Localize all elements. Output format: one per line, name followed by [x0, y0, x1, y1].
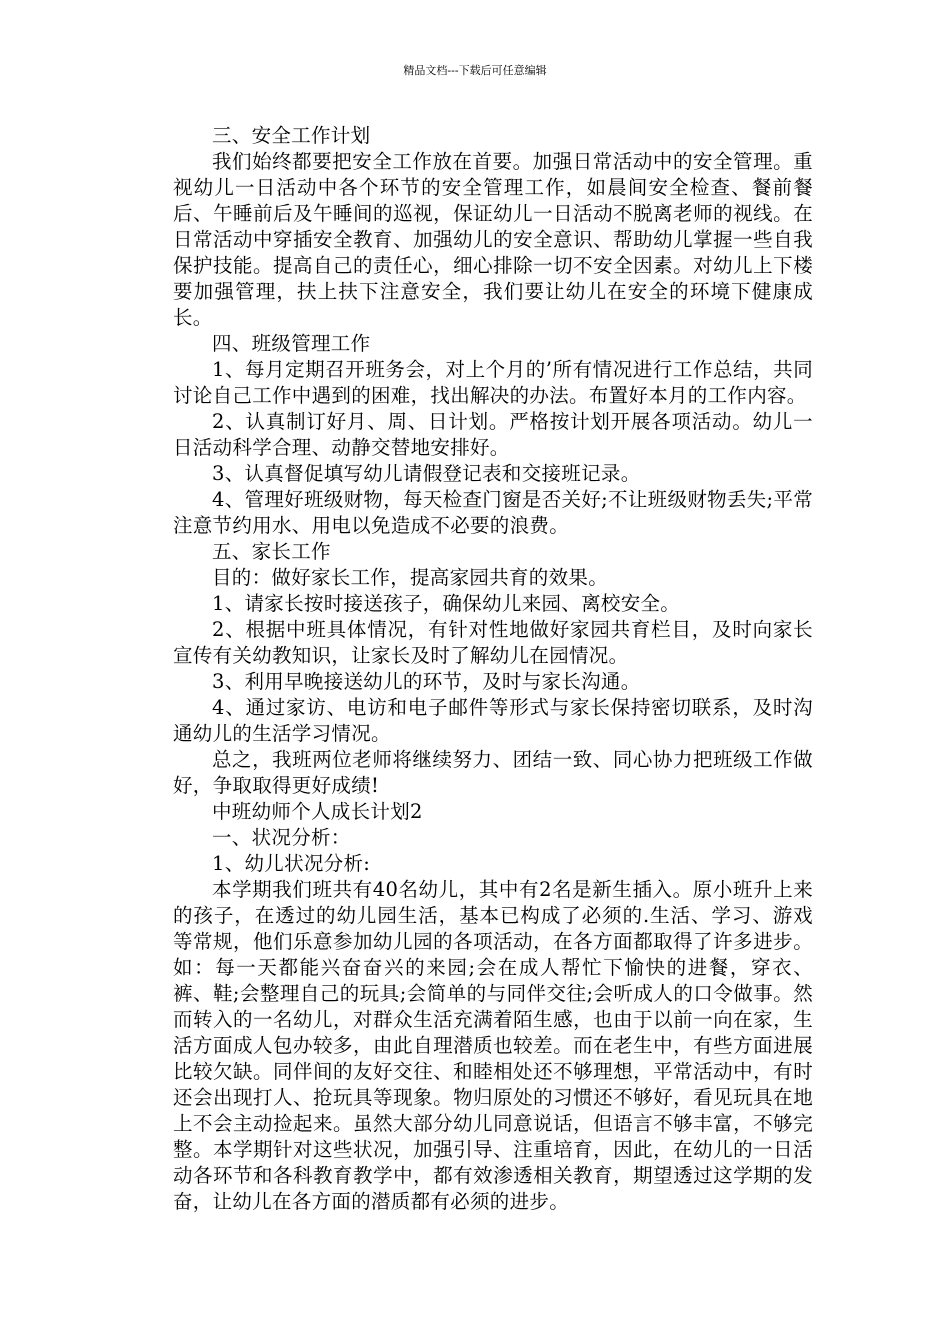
list-item-management-4: 4、管理好班级财物，每天检查门窗是否关好;不让班级财物丢失;平常注意节约用水、用电以免造成不必要的浪费。: [173, 488, 813, 537]
subsection-heading-children-analysis: 1、幼儿状况分析:: [212, 852, 371, 875]
paragraph-parents-goal: 目的：做好家长工作，提高家园共育的效果。: [212, 566, 609, 589]
list-item-management-1: 1、每月定期召开班务会，对上个月的’所有情况进行工作总结，共同讨论自己工作中遇到的困难，找出解决的办法。布置好本月的工作内容。: [173, 358, 813, 407]
section-heading-class-management: 四、班级管理工作: [212, 332, 371, 355]
section-heading-analysis: 一、状况分析：: [212, 826, 351, 849]
list-item-parents-1: 1、请家长按时接送孩子，确保幼儿来园、离校安全。: [212, 592, 681, 615]
section-heading-safety: 三、安全工作计划: [212, 124, 371, 147]
document-body: [173, 123, 813, 1215]
document-title-plan-2: 中班幼师个人成长计划2: [212, 800, 423, 823]
list-item-parents-3: 3、利用早晚接送幼儿的环节，及时与家长沟通。: [212, 670, 641, 693]
list-item-management-3: 3、认真督促填写幼儿请假登记表和交接班记录。: [212, 462, 641, 485]
list-item-parents-4: 4、通过家访、电访和电子邮件等形式与家长保持密切联系，及时沟通幼儿的生活学习情况。: [173, 696, 813, 745]
page-header: 精品文档---下载后可任意编辑: [403, 64, 547, 77]
paragraph-children-analysis: 本学期我们班共有40名幼儿，其中有2名是新生插入。原小班升上来的孩子，在透过的幼儿园生活，基本已构成了必须的.生活、学习、游戏等常规，他们乐意参加幼儿园的各项活动，在各方面都取得了许多进步。如：每一天都能兴奋奋兴的来园;会在成人帮忙下愉快的进餐，穿衣、裤、鞋;会整理自己的玩具;会简单的与同伴交往;会听成人的口令做事。然而转入的一名幼儿，对群众生活充满着陌生感，也由于以前一向在家，生活方面成人包办较多，由此自理潜质也较差。而在老生中，有些方面进展比较欠缺。同伴间的友好交往、和睦相处还不够理想，平常活动中，有时还会出现打人、抢玩具等现象。物归原处的习惯还不够好，看见玩具在地上不会主动捡起来。虽然大部分幼儿同意说话，但语言不够丰富，不够完整。本学期针对这些状况，加强引导、注重培育，因此，在幼儿的一日活动各环节和各科教育教学中，都有效渗透相关教育，期望透过这学期的发奋，让幼儿在各方面的潜质都有必须的进步。: [173, 878, 813, 1213]
paragraph-safety: 我们始终都要把安全工作放在首要。加强日常活动中的安全管理。重视幼儿一日活动中各个环节的安全管理工作，如晨间安全检查、餐前餐后、午睡前后及午睡间的巡视，保证幼儿一日活动不脱离老师的视线。在日常活动中穿插安全教育、加强幼儿的安全意识、帮助幼儿掌握一些自我保护技能。提高自己的责任心，细心排除一切不安全因素。对幼儿上下楼要加强管理，扶上扶下注意安全，我们要让幼儿在安全的环境下健康成长。: [173, 150, 813, 329]
paragraph-summary: 总之，我班两位老师将继续努力、团结一致、同心协力把班级工作做好，争取取得更好成绩!: [173, 748, 813, 797]
list-item-management-2: 2、认真制订好月、周、日计划。严格按计划开展各项活动。幼儿一日活动科学合理、动静交替地安排好。: [173, 410, 813, 459]
section-heading-parents: 五、家长工作: [212, 540, 331, 563]
list-item-parents-2: 2、根据中班具体情况，有针对性地做好家园共育栏目，及时向家长宣传有关幼教知识，让家长及时了解幼儿在园情况。: [173, 618, 813, 667]
